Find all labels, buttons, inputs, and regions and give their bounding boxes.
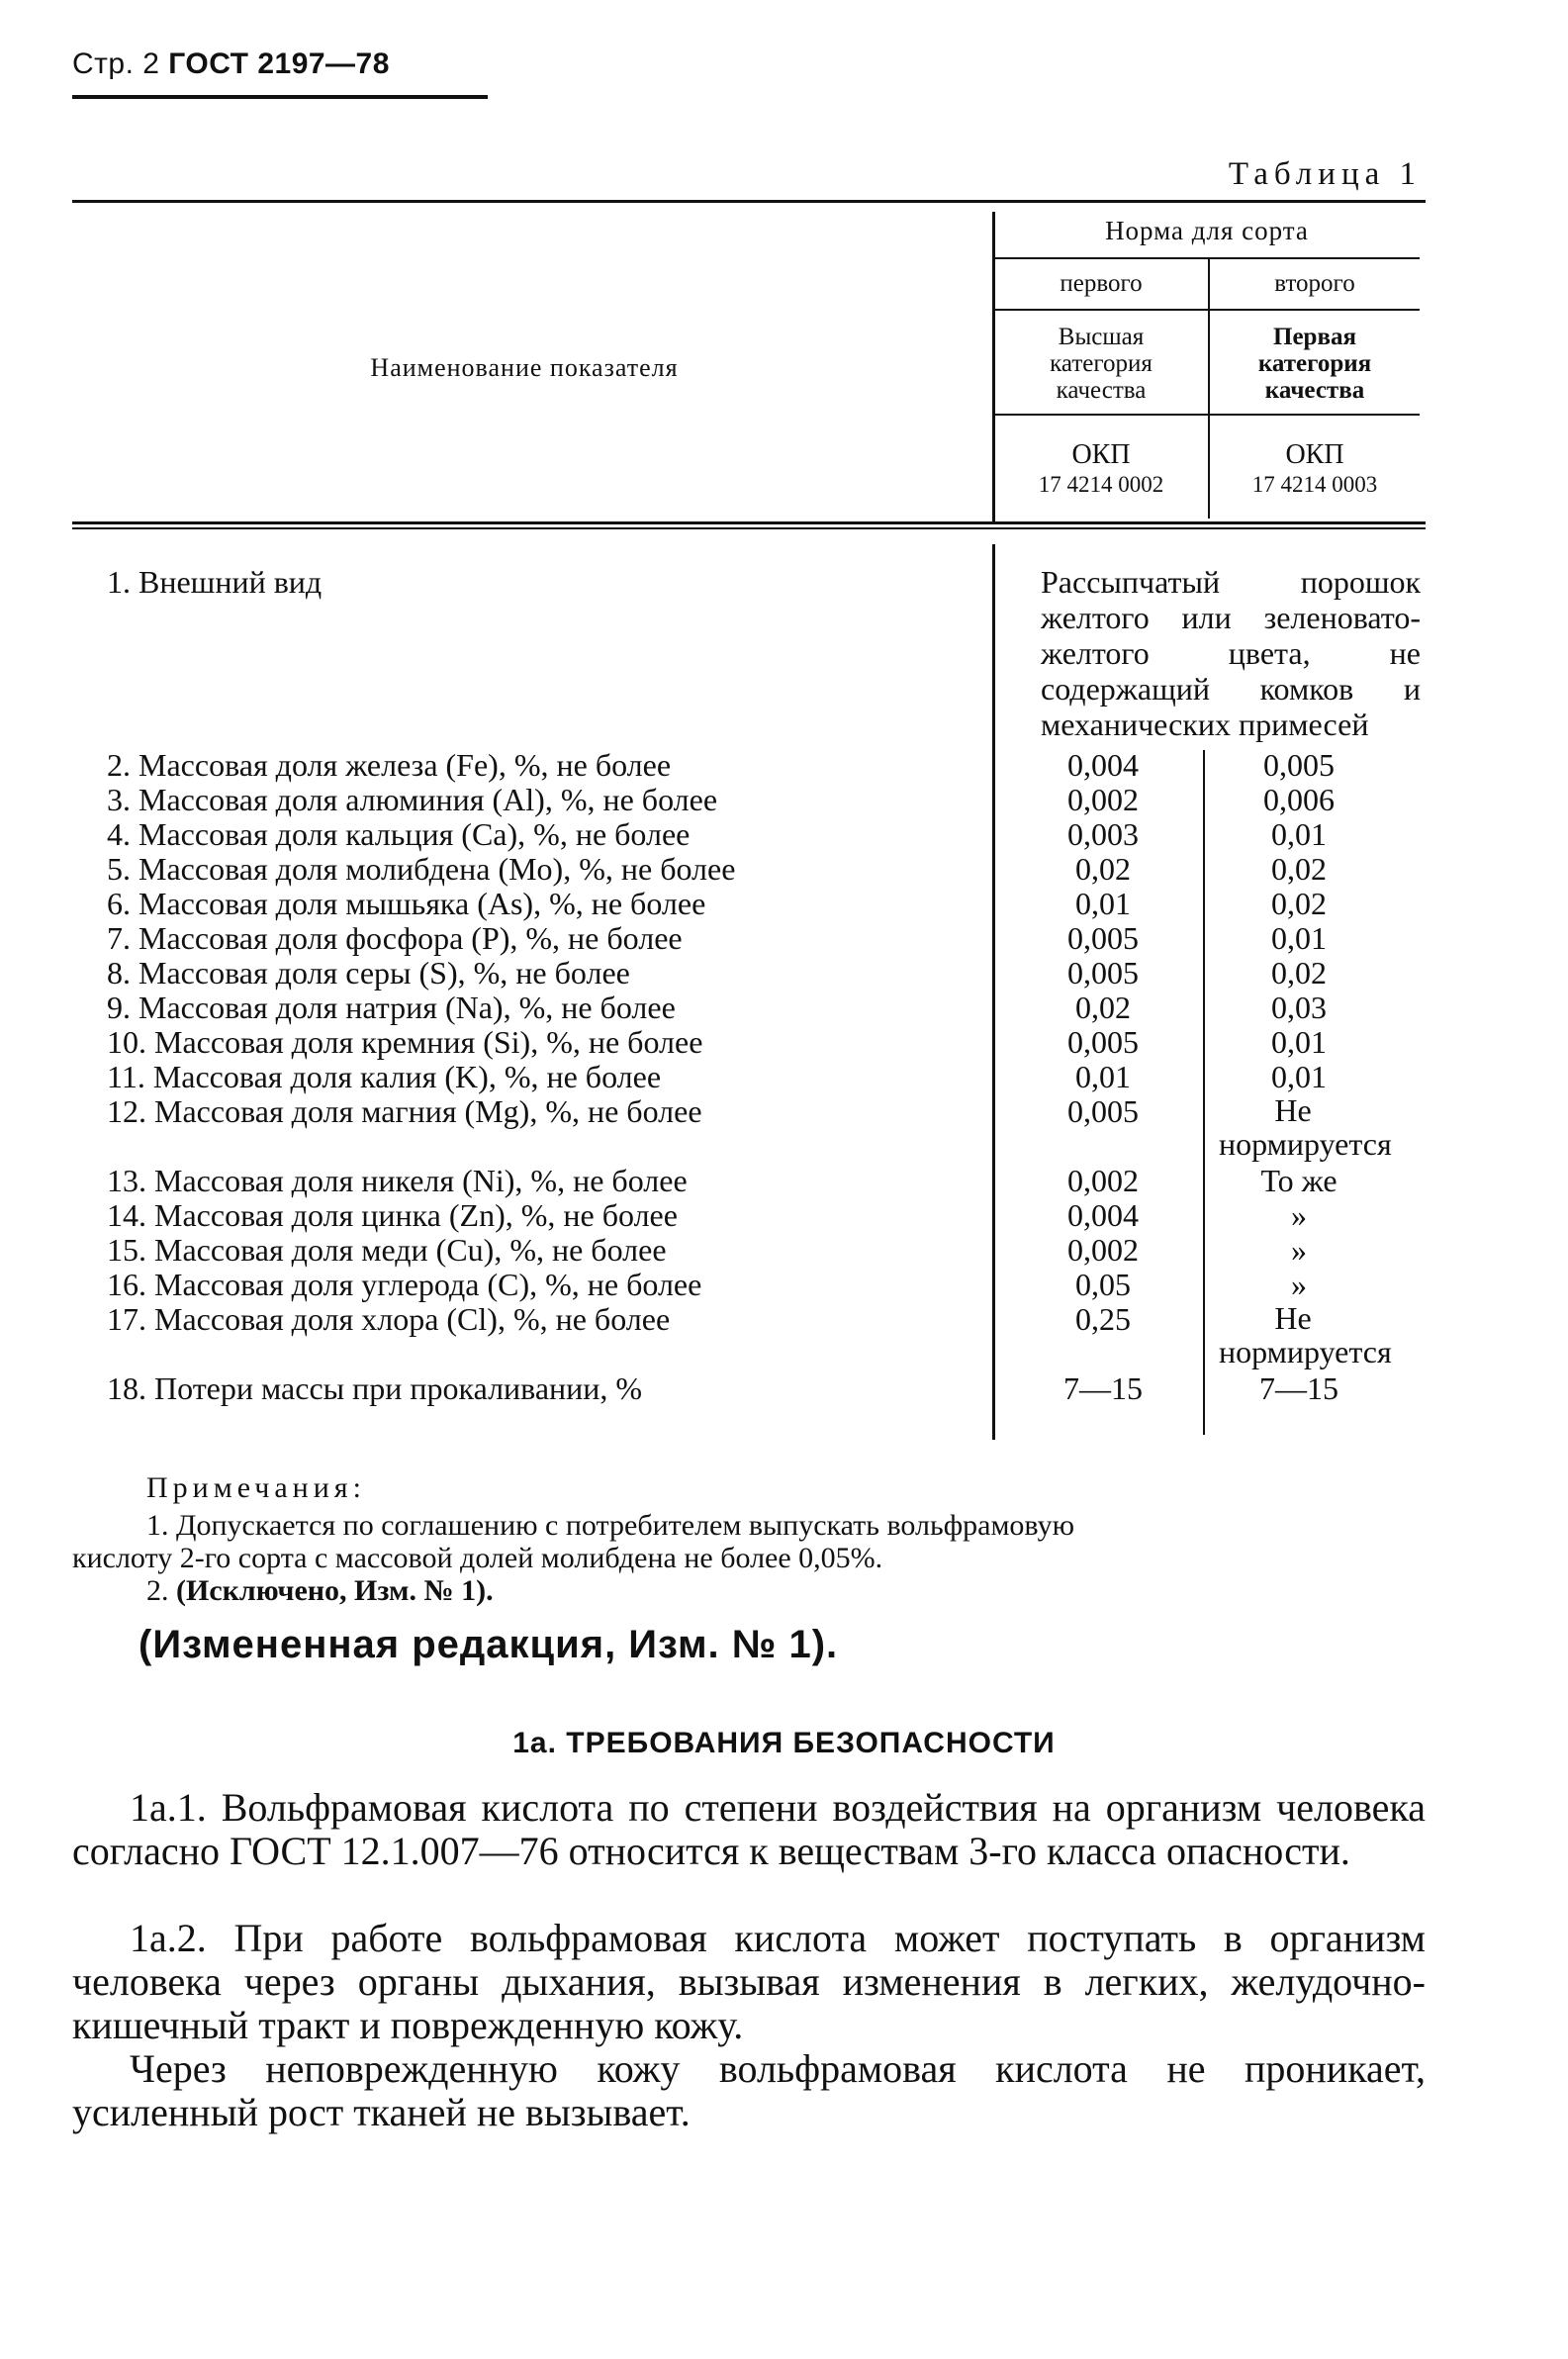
table-row-name: 15. Массовая доля меди (Cu), %, не более <box>107 1232 667 1268</box>
table-row-name: 8. Массовая доля серы (S), %, не более <box>107 955 630 991</box>
table-cell-grade2: 0,01 <box>1271 1024 1327 1060</box>
table-cell-grade2: 0,02 <box>1271 955 1327 991</box>
standard-number: ГОСТ 2197—78 <box>168 47 390 80</box>
paragraph-2-text: 1а.2. При работе вольфрамовая кислота может поступать в организм человека через органы дыхания, вызывая изменения в легких, желудочно-кишечный тракт и поврежденную кожу. <box>72 1916 1426 2047</box>
table-cell-grade1: 0,005 <box>1067 955 1139 991</box>
table-cell-grade2: 0,01 <box>1271 920 1327 956</box>
table-row-name: 2. Массовая доля железа (Fe), %, не более <box>107 747 672 783</box>
table-row-name: 7. Массовая доля фосфора (P), %, не более <box>107 920 683 956</box>
note-1-line-1 <box>146 1509 1423 1543</box>
grade1-okp-code: 17 4214 0002 <box>1038 472 1164 497</box>
table-cell-grade2: 0,006 <box>1263 782 1335 817</box>
table-cell-grade2: » <box>1291 1267 1307 1302</box>
table-cell-grade1: 0,002 <box>1067 782 1139 817</box>
page-header <box>72 47 390 81</box>
table-cell-grade1: 0,01 <box>1075 1059 1131 1094</box>
grade1-okp-label: ОКП <box>1071 439 1131 470</box>
table-cell-grade2: 0,03 <box>1271 990 1327 1025</box>
table-cell-grade1: 0,05 <box>1075 1267 1131 1302</box>
grade1-label: первого <box>1060 270 1143 297</box>
grade2-okp-label: ОКП <box>1285 439 1344 470</box>
table-cell-grade1: 0,02 <box>1075 990 1131 1025</box>
note-1-line-2: кислоту 2-го сорта с массовой долей молибдена не более 0,05%. <box>72 1542 883 1574</box>
table-row-name: 18. Потери массы при прокаливании, % <box>107 1370 643 1406</box>
table-row-name: 11. Массовая доля калия (K), %, не более <box>107 1059 662 1094</box>
amendment-note: (Измененная редакция, Изм. № 1). <box>138 1623 839 1666</box>
table-row-name: 6. Массовая доля мышьяка (As), %, не более <box>107 886 706 921</box>
table-cell-grade1: 0,002 <box>1067 1163 1139 1198</box>
table-cell-grade2: 0,02 <box>1271 886 1327 921</box>
row-appearance-value: Рассыпчатый порошок желтого или зеленовато-желтого цвета, не содержащий комков и механических примесей <box>1041 564 1421 742</box>
table-cell-grade1: 0,005 <box>1067 920 1139 956</box>
note-1-text: 1. Допускается по соглашению с потребителем выпускать вольфрамовую <box>146 1509 1074 1542</box>
table-row-name: 12. Массовая доля магния (Mg), %, не более <box>107 1093 702 1129</box>
grade2-label: второго <box>1274 270 1355 297</box>
page-number: Стр. 2 <box>72 47 160 80</box>
table-cell-grade2: 0,005 <box>1263 747 1335 783</box>
table-header-rule <box>72 521 1426 524</box>
table-cell-grade1: 0,004 <box>1067 747 1139 783</box>
table-cell-grade2: 0,01 <box>1271 816 1327 852</box>
table-cell-grade1: 0,25 <box>1075 1301 1131 1337</box>
table-caption: Таблица 1 <box>1228 156 1422 192</box>
table-cell-grade1: 0,02 <box>1075 851 1131 887</box>
paragraph-3-text: Через неповрежденную кожу вольфрамовая кислота не проникает, усиленный рост тканей не вызывает. <box>72 2046 1426 2134</box>
row-appearance-name: 1. Внешний вид <box>107 564 323 600</box>
table-cell-grade1: 0,003 <box>1067 816 1139 852</box>
notes-title: Примечания: <box>146 1471 366 1504</box>
table-cell-grade2: 0,02 <box>1271 851 1327 887</box>
table-row-name: 17. Массовая доля хлора (Cl), %, не более <box>107 1301 671 1337</box>
note-2-text: (Исключено, Изм. № 1). <box>176 1574 494 1607</box>
table-row-name: 3. Массовая доля алюминия (Al), %, не более <box>107 782 718 817</box>
table-cell-grade2: » <box>1291 1197 1307 1233</box>
table-row-name: 9. Массовая доля натрия (Na), %, не более <box>107 990 676 1025</box>
table-row-name: 5. Массовая доля молибдена (Mo), %, не более <box>107 851 736 887</box>
table-cell-grade1: 7—15 <box>1063 1370 1143 1406</box>
safety-paragraph-3 <box>72 2047 1426 2134</box>
table-cell-grade1: 0,002 <box>1067 1232 1139 1268</box>
table-top-rule <box>72 200 1426 203</box>
table-row-name: 14. Массовая доля цинка (Zn), %, не более <box>107 1197 678 1233</box>
table-cell-grade2: То же <box>1260 1163 1337 1198</box>
grade2-category: Первая категория качества <box>1257 324 1372 404</box>
table-row-name: 10. Массовая доля кремния (Si), %, не более <box>107 1024 703 1060</box>
table-cell-grade1: 0,01 <box>1075 886 1131 921</box>
category-rule <box>994 414 1420 416</box>
grade2-okp-code: 17 4214 0003 <box>1251 472 1378 497</box>
table-cell-grade2: Не нормируется <box>1219 1092 1392 1162</box>
grade1-category: Высшая категория качества <box>1050 324 1153 404</box>
table-cell-grade2: 0,01 <box>1271 1059 1327 1094</box>
table-cell-grade1: 0,005 <box>1067 1093 1139 1129</box>
table-row-name: 4. Массовая доля кальция (Ca), %, не более <box>107 816 691 852</box>
table-cell-grade1: 0,004 <box>1067 1197 1139 1233</box>
table-cell-grade1: 0,005 <box>1067 1024 1139 1060</box>
table-cell-grade2: » <box>1291 1232 1307 1268</box>
grade-header-rule <box>994 309 1420 311</box>
header-rule <box>72 95 488 99</box>
paragraph-1-text: 1а.1. Вольфрамовая кислота по степени воздействия на организм человека согласно ГОСТ 12.1.007—76 относится к веществам 3-го класса опасности. <box>72 1785 1426 1873</box>
table-cell-grade2: Не нормируется <box>1219 1300 1392 1369</box>
column-header-name: Наименование показателя <box>370 353 679 382</box>
note-2-number: 2. <box>146 1574 169 1607</box>
table-row-name: 13. Массовая доля никеля (Ni), %, не более <box>107 1163 688 1198</box>
table-cell-grade2: 7—15 <box>1259 1370 1338 1406</box>
column-header-norm: Норма для сорта <box>1105 216 1309 245</box>
note-2 <box>146 1574 494 1608</box>
safety-paragraph-1 <box>72 1786 1426 1873</box>
section-title: 1а. ТРЕБОВАНИЯ БЕЗОПАСНОСТИ <box>512 1727 1056 1759</box>
table-header-rule-double <box>72 527 1426 529</box>
norm-header-rule <box>994 257 1420 259</box>
body-divider-main <box>992 544 995 1440</box>
safety-paragraph-2 <box>72 1917 1426 2047</box>
table-row-name: 16. Массовая доля углерода (C), %, не более <box>107 1267 702 1302</box>
